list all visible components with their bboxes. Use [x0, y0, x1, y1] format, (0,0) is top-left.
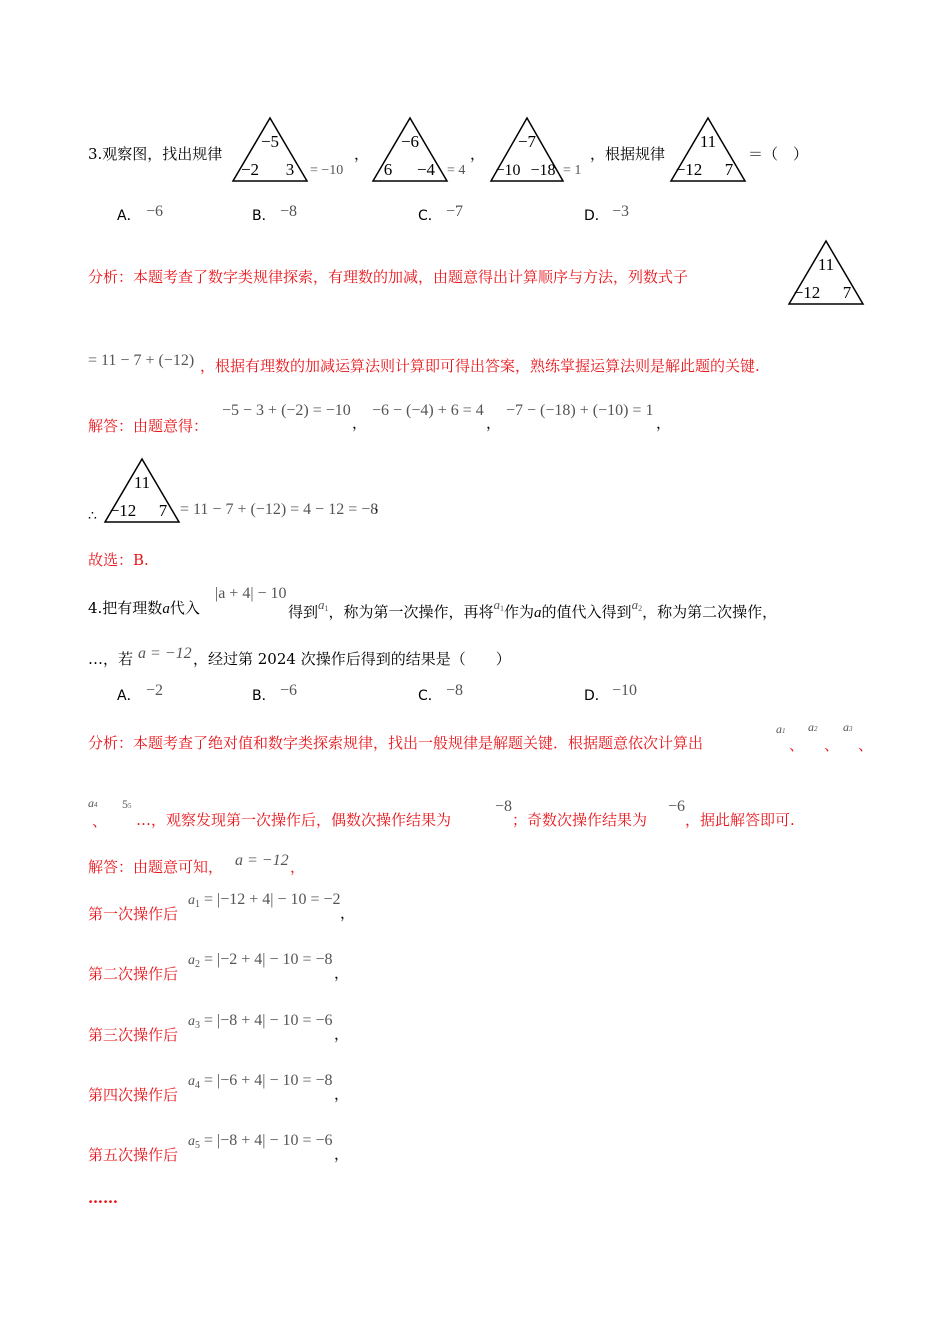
tri3-right: −18 — [530, 162, 556, 179]
q3-analysis-line1: 分析：本题考查了数字类规律探索，有理数的加减，由题意得出计算顺序与方法，列数式子 — [88, 268, 689, 286]
tri4-right: 7 — [724, 160, 734, 179]
tri3-left: −10 — [495, 162, 521, 179]
q3-option-b-value: −8 — [280, 203, 298, 220]
analysis-dun-2: 、 — [824, 736, 840, 754]
q3-analysis-line2: ，根据有理数的加减运算法则计算即可得出答案，熟练掌握运算法则是解此题的关键. — [200, 357, 760, 375]
q4-expression: |a + 4| − 10 — [215, 585, 287, 602]
q3-option-d-label: D． — [584, 208, 609, 224]
q4-stem-line2-a: …，若 — [88, 650, 134, 668]
step-2-equation: $a_2 = |-2 + 4| - 10 = -8$ — [188, 951, 333, 970]
tri2-result: = 4 — [447, 163, 466, 178]
analysis-triangle — [786, 238, 866, 308]
pattern-triangle-1 — [230, 115, 310, 185]
q4-option-c-value: −8 — [446, 682, 464, 699]
q4-analysis-line2-c: ，据此解答即可. — [685, 811, 795, 829]
tri1-top: −5 — [260, 132, 280, 151]
therefore-tri-right: 7 — [158, 501, 168, 520]
therefore-end: ， — [374, 496, 390, 514]
tri3-result: = 1 — [563, 163, 582, 178]
tri4-left: −12 — [675, 160, 703, 179]
q4-stem-line2-b: ，经过第 2024 次操作后得到的结果是（ ） — [193, 650, 511, 668]
q3-stem-rule: ，根据规律 — [590, 145, 666, 163]
pattern-triangle-3 — [488, 115, 566, 185]
step-3-comma: ， — [334, 1025, 350, 1043]
step-5-label: 第五次操作后 — [88, 1146, 179, 1164]
q3-solution-label: 解答：由题意得： — [88, 417, 209, 435]
therefore-triangle — [102, 456, 182, 526]
step-4-equation: $a_4 = |-6 + 4| - 10 = -8$ — [188, 1072, 333, 1091]
q3-solution-eq1: −5 − 3 + (−2) = −10 — [222, 402, 351, 419]
q4-option-b-label: B． — [252, 688, 276, 704]
q4-stem-line1: 4.把有理数a代入 — [88, 599, 200, 617]
q3-solution-comma1: ， — [352, 414, 368, 432]
q3-option-c-value: −7 — [446, 203, 464, 220]
q3-option-a-label: A． — [117, 208, 141, 224]
analysis-a3: a3 — [843, 720, 853, 734]
q4-option-d-label: D． — [584, 688, 609, 704]
q3-solution-eq3: −7 − (−18) + (−10) = 1 — [506, 402, 654, 419]
q3-option-a-value: −6 — [146, 203, 164, 220]
q4-solution-label: 解答：由题意可知， — [88, 858, 224, 876]
analysis-dun-4: 、 — [92, 812, 108, 830]
analysis-a1: a1 — [776, 722, 786, 736]
analysis-dun-3: 、 — [858, 736, 874, 754]
step-1-label: 第一次操作后 — [88, 905, 179, 923]
step-3-equation: $a_3 = |-8 + 4| - 10 = -6$ — [188, 1012, 333, 1031]
q4-analysis-line1: 分析：本题考查了绝对值和数字类探索规律，找出一般规律是解题关键．根据题意依次计算出 — [88, 734, 704, 752]
q3-stem-prefix: 3.观察图，找出规律 — [88, 145, 223, 163]
q3-solution-eq2: −6 − (−4) + 6 = 4 — [372, 402, 484, 419]
tri3-top: −7 — [517, 132, 537, 151]
analysis-tri-right: 7 — [842, 283, 852, 302]
q4-solution-comma: ， — [290, 858, 306, 876]
q4-option-a-label: A． — [117, 688, 141, 704]
tri1-result: = −10 — [310, 163, 344, 178]
q4-option-c-label: C． — [418, 688, 442, 704]
q4-analysis-line2-a: …，观察发现第一次操作后，偶数次操作结果为 — [136, 811, 452, 829]
q4-option-d-value: −10 — [612, 682, 638, 699]
q4-option-a-value: −2 — [146, 682, 164, 699]
q4-solution-given: a = −12 — [235, 852, 289, 869]
analysis-a5: 55 — [122, 797, 132, 811]
q4-analysis-line2-b: ；奇数次操作结果为 — [512, 811, 648, 829]
tri2-left: 6 — [383, 160, 393, 179]
step-1-equation: $a_1 = |-12 + 4| - 10 = -2$ — [188, 891, 341, 910]
q3-solution-comma3: ， — [656, 414, 672, 432]
tri4-top: 11 — [699, 132, 717, 151]
analysis-dun-1: 、 — [789, 736, 805, 754]
q3-solution-comma2: ， — [486, 414, 502, 432]
tri2-right: −4 — [416, 160, 436, 179]
step-4-label: 第四次操作后 — [88, 1086, 179, 1104]
q4-option-b-value: −6 — [280, 682, 298, 699]
step-2-label: 第二次操作后 — [88, 965, 179, 983]
q3-answer: 故选：B. — [88, 551, 149, 569]
step-1-comma: ， — [340, 904, 356, 922]
step-3-label: 第三次操作后 — [88, 1026, 179, 1044]
step-4-comma: ， — [334, 1085, 350, 1103]
therefore-tri-top: 11 — [133, 473, 151, 492]
therefore-tri-left: −12 — [109, 501, 137, 520]
analysis-tri-top: 11 — [817, 255, 835, 274]
therefore-symbol: ∴ — [88, 508, 97, 524]
q3-analysis-formula: = 11 − 7 + (−12) — [88, 352, 195, 369]
q3-sep-2: ， — [470, 145, 486, 163]
step-5-equation: $a_5 = |-8 + 4| - 10 = -6$ — [188, 1132, 333, 1151]
even-result: −8 — [495, 798, 513, 815]
tri1-right: 3 — [285, 160, 295, 179]
analysis-tri-left: −12 — [793, 283, 821, 302]
q3-stem-end: ＝（ ） — [748, 145, 809, 163]
analysis-a4: a4 — [88, 796, 98, 810]
pattern-triangle-2 — [370, 115, 450, 185]
odd-result: −6 — [668, 798, 686, 815]
analysis-a2: a2 — [808, 720, 818, 734]
tri1-left: −2 — [240, 160, 260, 179]
q4-stem-line1-cont: 得到$a^1$，称为第一次操作，再将$a^1$作为a的值代入得到$a^2$，称为第二次操作， — [288, 597, 778, 621]
step-2-comma: ， — [334, 964, 350, 982]
q3-option-d-value: −3 — [612, 203, 630, 220]
q4-given-a: a = −12 — [138, 645, 192, 662]
therefore-equation: = 11 − 7 + (−12) = 4 − 12 = −8 — [180, 501, 379, 518]
tri2-top: −6 — [400, 132, 420, 151]
q3-sep-1: ， — [354, 145, 370, 163]
q3-option-b-label: B． — [252, 208, 276, 224]
q3-option-c-label: C． — [418, 208, 442, 224]
pattern-triangle-4 — [668, 115, 748, 185]
q4-ellipsis: …… — [88, 1189, 118, 1207]
step-5-comma: ， — [334, 1145, 350, 1163]
